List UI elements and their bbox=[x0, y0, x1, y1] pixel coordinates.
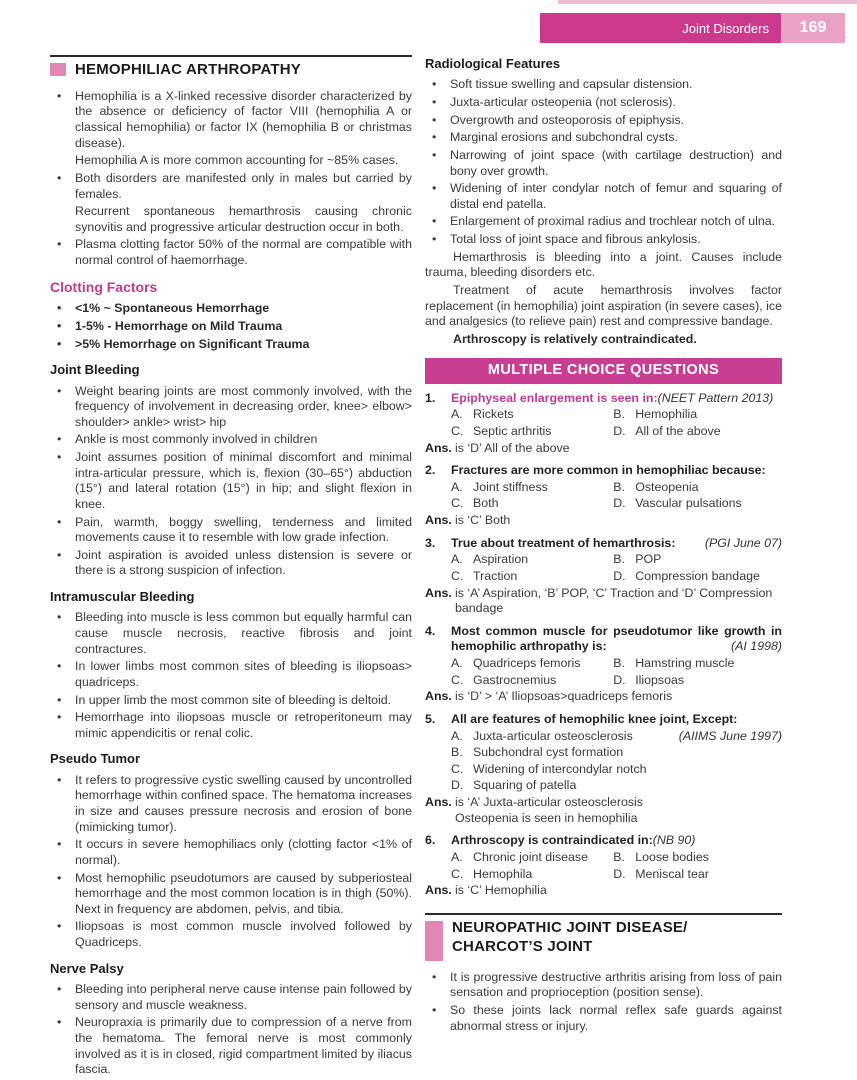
list-item: • Most hemophilic pseudotumors are caused by subperiosteal hemorrhage and the most common location is in thigh (50%). Next in frequency are abdomen, pelvis, and tibia. bbox=[50, 871, 412, 918]
paragraph-hemarthrosis: Hemarthrosis is bleeding into a joint. Causes include trauma, bleeding disorders etc. bbox=[425, 249, 782, 280]
list-item: Recurrent spontaneous hemarthrosis causing chronic synovitis and progressive articular destruction occur in both. bbox=[75, 204, 412, 234]
option: A. Aspiration bbox=[451, 552, 529, 567]
question-text-wrap bbox=[451, 463, 782, 479]
right-column bbox=[425, 50, 782, 1036]
list-item: • Bleeding into peripheral nerve cause intense pain followed by sensory and muscle weakness. bbox=[50, 982, 412, 1013]
option: C. Septic arthritis bbox=[451, 423, 552, 438]
subheading-joint-bleeding: Joint Bleeding bbox=[50, 362, 140, 378]
question-number: 6. bbox=[425, 833, 436, 848]
list-item: • In lower limbs most common sites of bleeding is iliopsoas> quadriceps. bbox=[50, 659, 412, 690]
option: C. Widening of intercondylar notch bbox=[451, 761, 647, 776]
question-head bbox=[425, 536, 782, 552]
list-item: • Narrowing of joint space (with cartilage destruction) and bony over growth. bbox=[425, 148, 782, 179]
option: C. Gastrocnemius bbox=[451, 672, 557, 687]
section-heading-hemophiliac-arthropathy bbox=[50, 55, 412, 80]
question-number: 4. bbox=[425, 623, 436, 638]
list-item: • It refers to progressive cystic swelling caused by uncontrolled hemorrhage within confined space. The hematoma increases in size and causes pressure necrosis and erosion of bone (mimicking tumor). bbox=[50, 773, 412, 836]
answer: Ans. is ‘A’ Aspiration, ‘B’ POP, ‘C’ Traction and ‘D’ Compression bandage bbox=[425, 585, 773, 616]
question-text-wrap bbox=[451, 833, 782, 849]
list-item: • <1% ~ Spontaneous Hemorrhage bbox=[50, 301, 412, 317]
answer: Ans. is ‘C’ Both bbox=[425, 513, 511, 528]
option: A. Joint stiffness bbox=[451, 479, 548, 494]
list-item: • Enlargement of proximal radius and trochlear notch of ulna. bbox=[425, 214, 782, 230]
answer: Ans. is ‘C’ Hemophilia bbox=[425, 883, 547, 898]
subheading-intramuscular-bleeding: Intramuscular Bleeding bbox=[50, 589, 195, 604]
section-square-icon bbox=[50, 63, 66, 76]
question-number: 3. bbox=[425, 535, 436, 550]
question-text: True about treatment of hemarthrosis: bbox=[451, 535, 676, 550]
option: D. Squaring of patella bbox=[451, 778, 577, 793]
list-item: • Hemorrhage into iliopsoas muscle or retroperitoneum may mimic appendicitis or renal colic. bbox=[50, 710, 412, 741]
list-item: • 1-5% - Hemorrhage on Mild Trauma bbox=[50, 319, 412, 335]
pseudo-tumor-list bbox=[50, 773, 412, 951]
question-head bbox=[425, 391, 782, 407]
list-item: • Hemophilia is a X-linked recessive disorder characterized by the absence or deficiency of factor VIII (hemophilia A or classical hemophilia) or factor IX (hemophilia B or christmas disease). bbox=[50, 89, 412, 152]
page-top-accent-line bbox=[558, 0, 857, 4]
subheading-radiological-features: Radiological Features bbox=[425, 56, 561, 71]
list-item: • Joint aspiration is avoided unless distension is severe or there is a strong suspicion of infection. bbox=[50, 548, 412, 579]
option: A. Quadriceps femoris bbox=[451, 656, 581, 671]
option: B. Hemophilia bbox=[613, 407, 698, 422]
nerve-palsy-list bbox=[50, 982, 412, 1078]
chapter-title: Joint Disorders bbox=[540, 13, 781, 43]
list-item: • Pain, warmth, boggy swelling, tenderness and limited movements cause it to resemble with low grade infection. bbox=[50, 515, 412, 546]
option: D. Meniscal tear bbox=[613, 866, 709, 881]
options bbox=[451, 729, 782, 795]
list-item: Hemophilia A is more common accounting for ~85% cases. bbox=[75, 153, 399, 168]
list-item: • It is progressive destructive arthritis arising from loss of pain sensation and proprioception (position sense). bbox=[425, 970, 782, 1001]
option: D. Vascular pulsations bbox=[613, 496, 742, 511]
list-item: • Plasma clotting factor 50% of the normal are compatible with normal control of haemorrhage. bbox=[50, 237, 412, 268]
section-title: HEMOPHILIAC ARTHROPATHY bbox=[75, 61, 301, 78]
option: C. Traction bbox=[451, 568, 518, 583]
list-item: • Neuropraxia is primarily due to compression of a nerve from the hematoma. The femoral nerve is most commonly involved as it is in closed, rigid compartment limited by iliacus fascia. bbox=[50, 1015, 412, 1078]
question-ref: (AIIMS June 1997) bbox=[678, 728, 782, 743]
option: C. Hemophila bbox=[451, 866, 533, 881]
question-number: 1. bbox=[425, 390, 436, 405]
intramuscular-list bbox=[50, 610, 412, 741]
answer-text: is ‘A’ Juxta-articular osteosclerosis Osteopenia is seen in hemophilia bbox=[455, 795, 782, 826]
question-ref: (NEET Pattern 2013) bbox=[657, 390, 774, 405]
subheading-clotting-factors: Clotting Factors bbox=[50, 278, 158, 295]
list-item: • Both disorders are manifested only in males but carried by females. bbox=[50, 171, 412, 202]
list-item: • In upper limb the most common site of bleeding is deltoid. bbox=[50, 693, 412, 709]
option: A. Chronic joint disease bbox=[451, 849, 589, 864]
list-item: • Total loss of joint space and fibrous ankylosis. bbox=[425, 232, 782, 248]
mcq-banner: MULTIPLE CHOICE QUESTIONS bbox=[425, 358, 782, 383]
mcq-question-3 bbox=[425, 536, 782, 617]
section-title-neuropathic: NEUROPATHIC JOINT DISEASE/ CHARCOT’S JOINT bbox=[452, 918, 688, 955]
options bbox=[451, 656, 782, 688]
option: B. Osteopenia bbox=[613, 479, 699, 494]
question-text: Arthroscopy is contraindicated in: bbox=[451, 833, 653, 848]
question-head bbox=[425, 624, 782, 655]
option: D. Compression bandage bbox=[613, 568, 760, 583]
options bbox=[451, 407, 782, 439]
list-item: • Iliopsoas is most common muscle involved followed by Quadriceps. bbox=[50, 919, 412, 950]
list-item: • It occurs in severe hemophiliacs only (clotting factor <1% of normal). bbox=[50, 837, 412, 868]
question-text: Most common muscle for pseudotumor like growth in hemophilic arthropathy is: bbox=[451, 623, 782, 654]
page-header-bar bbox=[540, 13, 845, 43]
section-heading-neuropathic bbox=[425, 913, 782, 961]
question-number: 2. bbox=[425, 463, 436, 478]
list-item: • Ankle is most commonly involved in children bbox=[50, 432, 412, 448]
list-item: • Widening of inter condylar notch of femur and squaring of distal end patella. bbox=[425, 181, 782, 212]
subheading-nerve-palsy: Nerve Palsy bbox=[50, 960, 124, 976]
question-head bbox=[425, 463, 782, 479]
option: B. Subchondral cyst formation bbox=[451, 745, 624, 760]
subheading-pseudo-tumor: Pseudo Tumor bbox=[50, 751, 141, 767]
option: B. POP bbox=[613, 552, 662, 567]
question-text-wrap bbox=[451, 391, 782, 407]
list-item: • >5% Hemorrhage on Significant Trauma bbox=[50, 337, 412, 353]
option: C. Both bbox=[451, 496, 499, 511]
mcq-question-1 bbox=[425, 391, 782, 457]
question-text: Epiphyseal enlargement is seen in: bbox=[451, 390, 658, 405]
neuropathic-list bbox=[425, 970, 782, 1035]
clotting-list bbox=[50, 301, 412, 352]
answer: Ans. is ‘A’ Juxta-articular osteosclerosis Osteopenia is seen in hemophilia bbox=[425, 795, 782, 826]
question-text-wrap bbox=[451, 624, 782, 655]
page-number: 169 bbox=[781, 13, 845, 43]
option: B. Loose bodies bbox=[613, 849, 709, 864]
joint-bleeding-list bbox=[50, 384, 412, 580]
options bbox=[451, 480, 782, 512]
question-text-wrap bbox=[451, 536, 782, 552]
question-text-wrap bbox=[451, 712, 782, 728]
answer: Ans. is ‘D’ All of the above bbox=[425, 440, 570, 455]
mcq-question-6 bbox=[425, 833, 782, 899]
option: A. Juxta-articular osteosclerosis bbox=[451, 728, 633, 743]
list-item: • Weight bearing joints are most commonly involved, with the frequency of involvement in decreasing order, knee> elbow> shoulder> ankle> wrist> hip bbox=[50, 384, 412, 431]
question-ref: (PGI June 07) bbox=[704, 535, 782, 550]
question-text: All are features of hemophilic knee joint, Except: bbox=[451, 711, 738, 726]
section-bar-icon bbox=[425, 921, 443, 961]
question-ref: (AI 1998) bbox=[725, 639, 782, 655]
answer-note: Osteopenia is seen in hemophilia bbox=[455, 810, 638, 825]
option: D. Iliopsoas bbox=[613, 672, 685, 687]
list-item: • Marginal erosions and subchondral cysts. bbox=[425, 130, 782, 146]
option: B. Hamstring muscle bbox=[613, 656, 735, 671]
mcq-question-2 bbox=[425, 463, 782, 529]
paragraph-treatment: Treatment of acute hemarthrosis involves factor replacement (in hemophilia) joint aspiration (in severe cases), ice and analgesics (to relieve pain) rest and compressive bandage. bbox=[425, 282, 782, 329]
option: D. All of the above bbox=[613, 423, 721, 438]
list-item: • Joint assumes position of minimal discomfort and minimal intra-articular pressure, which is, flexion (30–65°) abduction (15°) and lateral rotation (15°) in hip; and slight flexion in knee. bbox=[50, 450, 412, 513]
intro-list bbox=[50, 89, 412, 269]
answer: Ans. is ‘D’ > ‘A’ Iliopsoas>quadriceps femoris bbox=[425, 689, 673, 704]
question-number: 5. bbox=[425, 711, 436, 726]
question-ref: (NB 90) bbox=[652, 833, 696, 848]
left-column bbox=[50, 55, 412, 1080]
mcq-question-5 bbox=[425, 712, 782, 826]
option: A. Rickets bbox=[451, 407, 514, 422]
question-head bbox=[425, 833, 782, 849]
list-item: • Bleeding into muscle is less common but equally harmful can cause muscle necrosis, reactive fibrosis and joint contractures. bbox=[50, 610, 412, 657]
arthroscopy-note: Arthroscopy is relatively contraindicated. bbox=[453, 331, 697, 346]
list-item: • Soft tissue swelling and capsular distension. bbox=[425, 77, 782, 93]
list-item: • Juxta-articular osteopenia (not sclerosis). bbox=[425, 95, 782, 111]
mcq-question-4 bbox=[425, 624, 782, 705]
question-text: Fractures are more common in hemophiliac because: bbox=[451, 463, 766, 478]
list-item: • Overgrowth and osteoporosis of epiphysis. bbox=[425, 113, 782, 129]
radiological-list bbox=[425, 77, 782, 247]
options bbox=[451, 850, 782, 882]
options bbox=[451, 552, 782, 584]
list-item: • So these joints lack normal reflex safe guards against abnormal stress or injury. bbox=[425, 1003, 782, 1034]
question-head bbox=[425, 712, 782, 728]
